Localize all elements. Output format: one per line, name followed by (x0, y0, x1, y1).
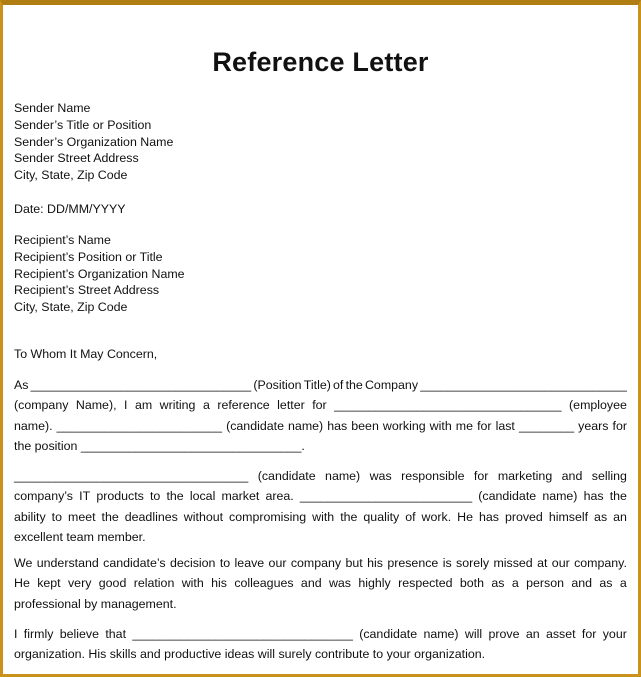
paragraph-word: our (268, 556, 287, 570)
paragraph-word: an (613, 509, 627, 524)
paragraph-line (14, 486, 627, 506)
recipient-street: Recipient’s Street Address (14, 283, 160, 298)
paragraph-word: your (602, 627, 627, 641)
paragraph-word: meet (68, 509, 96, 524)
paragraph-word: IT (79, 489, 91, 504)
paragraph-word: ________________________________ (132, 627, 353, 641)
paragraph-line (14, 594, 627, 614)
paragraph-word: local (189, 489, 216, 504)
paragraph-line (14, 416, 627, 436)
paragraph-word: sorely (456, 556, 490, 570)
paragraph-word: name). (14, 418, 53, 433)
paragraph-word: the (609, 489, 627, 504)
sender-city: City, State, Zip Code (14, 168, 128, 183)
paragraph-line (14, 375, 627, 395)
paragraph-word: without (183, 509, 224, 524)
paragraph-word: asset (545, 627, 576, 641)
paragraph-word: a (619, 576, 627, 591)
paragraph-word: believe (59, 627, 99, 641)
paragraph-line (14, 466, 627, 486)
paragraph-word: respected (398, 576, 453, 591)
paragraph (14, 375, 627, 457)
paragraph-word: responsible (401, 469, 465, 483)
paragraph-word: for (581, 627, 597, 641)
paragraph-word: company. (574, 556, 627, 570)
paragraph-word: the (101, 509, 119, 524)
paragraph-word: (Position (253, 378, 302, 392)
paragraph-word: of (333, 378, 344, 392)
paragraph-word: selling (591, 469, 627, 483)
paragraph-word: to (149, 489, 161, 504)
paragraph-word: the (166, 489, 184, 504)
paragraph-word: for (612, 418, 627, 433)
paragraph (14, 466, 627, 548)
paragraph-word: work. (421, 509, 452, 524)
paragraph-word: professional by management. (14, 596, 177, 611)
paragraph-word: a (202, 398, 210, 413)
paragraph-word: name) (288, 418, 324, 433)
paragraph-word: (candidate (257, 469, 316, 483)
paragraph-word: company’s (14, 489, 74, 504)
paragraph-word: the position ________________________________. (14, 439, 305, 454)
paragraph-word: company (290, 556, 342, 570)
paragraph-word: quality (363, 509, 400, 524)
paragraph-word: will (464, 627, 483, 641)
paragraph-word: has (478, 509, 499, 524)
paragraph-word: colleagues (234, 576, 294, 591)
paragraph-word: area. (265, 489, 294, 504)
sender-name: Sender Name (14, 101, 91, 115)
paragraph-word: decision (169, 556, 216, 570)
paragraph-word: (employee (569, 398, 627, 413)
paragraph-word: We (14, 556, 33, 570)
paragraph-word: of (405, 509, 416, 524)
paragraph-word: highly (358, 576, 391, 591)
paragraph-word: name) (325, 469, 361, 483)
paragraph-word: reference (217, 398, 270, 413)
paragraph-word: the (345, 378, 363, 392)
paragraph (14, 553, 627, 614)
paragraph-word: name) (542, 489, 578, 504)
paragraph-word: name) (423, 627, 459, 641)
paragraph-word: (candidate (226, 418, 284, 433)
recipient-block (14, 232, 185, 316)
paragraph-line (14, 507, 627, 527)
paragraph-word: proved (504, 509, 543, 524)
letter-date: Date: DD/MM/YYYY (14, 202, 126, 216)
paragraph-word: excellent team member. (14, 530, 146, 545)
paragraph-word: He (14, 576, 30, 591)
paragraph-word: firmly (23, 627, 54, 641)
paragraph-word: presence (387, 556, 439, 570)
date-line (14, 201, 126, 218)
paragraph-word: was (369, 469, 392, 483)
paragraph-word: ability (14, 509, 46, 524)
paragraph-line (14, 395, 627, 415)
paragraph-word: am (134, 398, 153, 413)
paragraph-word: as (491, 576, 505, 591)
paragraph-word: and (571, 576, 593, 591)
sender-organization: Sender’s Organization Name (14, 134, 174, 149)
paragraph-word: (candidate (478, 489, 537, 504)
paragraph-word: person (526, 576, 564, 591)
paragraph-word: leave (234, 556, 265, 570)
paragraph-word: marketing (497, 469, 553, 483)
paragraph-word: working (382, 418, 426, 433)
paragraph-word: organization. His skills and productive ideas will surely contribute to your organization. (14, 647, 486, 662)
paragraph-word: himself (548, 509, 589, 524)
paragraph-word: the (340, 509, 358, 524)
paragraph-line (14, 553, 627, 573)
paragraph-word: prove (488, 627, 520, 641)
paragraph-word: kept (37, 576, 61, 591)
paragraph-word: to (51, 509, 63, 524)
paragraph-line (14, 624, 627, 644)
paragraph-word: compromising (229, 509, 307, 524)
paragraph-word: and (561, 469, 583, 483)
paragraph-word: years (578, 418, 609, 433)
paragraph-line (14, 573, 627, 593)
paragraph-word: me (455, 418, 473, 433)
paragraph-word: products (96, 489, 144, 504)
paragraph-word: has (327, 418, 348, 433)
paragraph-word: (candidate (359, 627, 418, 641)
paragraph-word: our (551, 556, 570, 570)
paragraph-word: Company (364, 378, 419, 392)
paragraph-word: for (477, 418, 492, 433)
paragraph-word: an (525, 627, 540, 641)
paragraph-word: and (300, 576, 322, 591)
paragraph-word: with (429, 418, 452, 433)
paragraph-word: _________________________ (299, 489, 473, 504)
sender-block (14, 100, 173, 184)
paragraph-word: both (459, 576, 485, 591)
paragraph-word: as (599, 576, 613, 591)
paragraph-word: as (594, 509, 608, 524)
paragraph-word: been (351, 418, 379, 433)
paragraph-word: ________________________ (56, 418, 223, 433)
paragraph-word: I (14, 627, 18, 641)
paragraph-word: his (367, 556, 383, 570)
paragraph-word: was (328, 576, 352, 591)
paragraph-word: a (511, 576, 519, 591)
paragraph-word: ________________________________ (30, 378, 252, 392)
paragraph-word: at (537, 556, 548, 570)
recipient-name: Recipient’s Name (14, 233, 111, 247)
paragraph-word: very (67, 576, 92, 591)
recipient-organization: Recipient’s Organization Name (14, 266, 185, 281)
paragraph-word: to (219, 556, 231, 570)
paragraph-word: that (105, 627, 127, 641)
paragraph-word: I (124, 398, 128, 413)
recipient-position: Recipient’s Position or Title (14, 249, 163, 264)
paragraph-word: candidate’s (103, 556, 166, 570)
paragraph-word: writing (159, 398, 196, 413)
paragraph (14, 624, 627, 665)
page-title: Reference Letter (212, 47, 429, 77)
salutation: To Whom It May Concern, (14, 347, 158, 361)
paragraph-word: He (457, 509, 473, 524)
paragraph-word: Name), (75, 398, 117, 413)
paragraph-word: with (312, 509, 335, 524)
sender-street: Sender Street Address (14, 151, 139, 166)
paragraph-line (14, 644, 627, 664)
paragraph-word: last (495, 418, 515, 433)
paragraph-word: __________________________________ (14, 469, 249, 483)
paragraph-word: but (345, 556, 363, 570)
paragraph-word: with (181, 576, 204, 591)
salutation-line (14, 346, 157, 363)
paragraph-word: understand (36, 556, 99, 570)
paragraph-word: for (473, 469, 489, 483)
paragraph-line (14, 436, 627, 456)
paragraph-word: Title) (303, 378, 331, 392)
paragraph-word: ________ (518, 418, 575, 433)
paragraph-word: his (211, 576, 227, 591)
paragraph-word: letter (277, 398, 305, 413)
paragraph-word: is (442, 556, 452, 570)
paragraph-word: (company (14, 398, 69, 413)
paragraph-word: missed (493, 556, 533, 570)
paragraph-word: ______________________________ (420, 378, 627, 392)
paragraph-word: for (312, 398, 327, 413)
recipient-city: City, State, Zip Code (14, 300, 128, 315)
paragraph-word: _________________________________ (334, 398, 562, 413)
paragraph-line (14, 527, 627, 547)
paragraph-word: good (98, 576, 127, 591)
paragraph-word: has (583, 489, 604, 504)
paragraph-word: market (221, 489, 260, 504)
paragraph-word: relation (133, 576, 175, 591)
paragraph-word: deadlines (124, 509, 178, 524)
sender-title: Sender’s Title or Position (14, 117, 152, 132)
paragraph-word: As (14, 378, 29, 392)
